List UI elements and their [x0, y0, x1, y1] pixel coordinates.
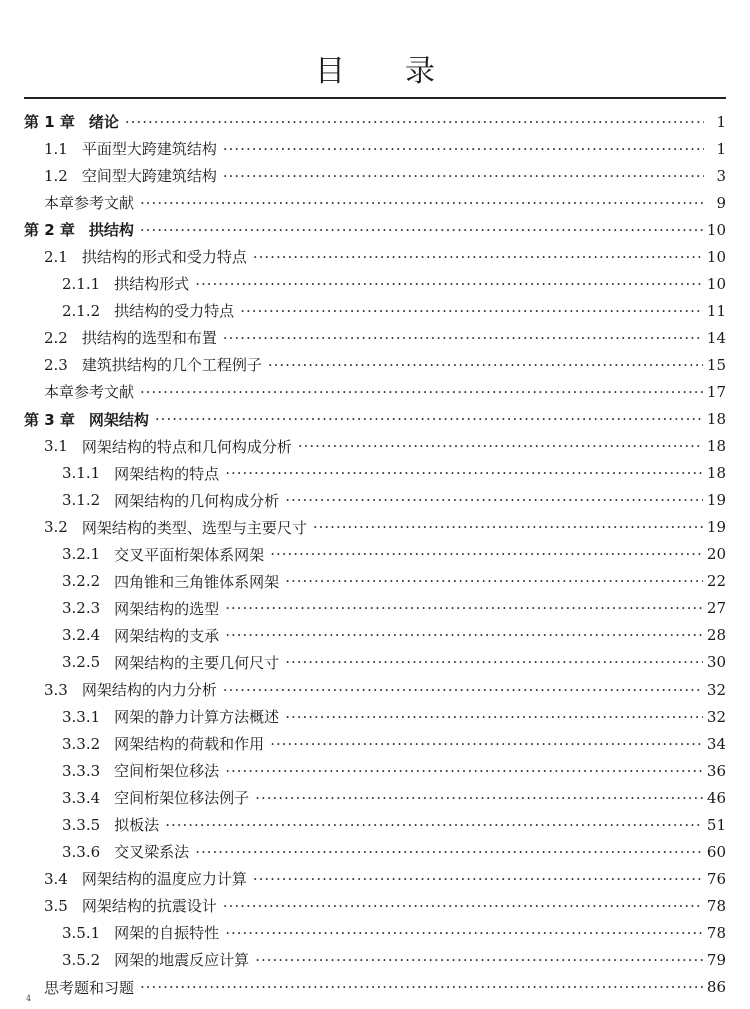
- toc-entry-number: 第 1 章: [24, 113, 75, 132]
- toc-entry-number: 3.2: [44, 518, 68, 537]
- toc-entry[interactable]: [24, 595, 726, 622]
- toc-leader-dots: [165, 816, 703, 834]
- toc-entry[interactable]: [24, 406, 726, 433]
- toc-entry-page: 14: [706, 328, 726, 347]
- toc-entry-title: 空间桁架位移法: [114, 762, 220, 781]
- toc-leader-dots: [268, 356, 703, 374]
- toc-entry[interactable]: [24, 487, 726, 514]
- toc-entry-number: 3.2.1: [62, 545, 101, 564]
- toc-entry-number: 1.1: [44, 139, 68, 158]
- toc-entry[interactable]: [24, 622, 726, 649]
- toc-entry-number: 3.3.3: [62, 761, 101, 780]
- toc-entry-page: 79: [706, 950, 726, 969]
- toc-leader-dots: [285, 653, 703, 671]
- toc-entry[interactable]: [24, 892, 726, 919]
- toc-entry-title: 网架结构的类型、选型与主要尺寸: [81, 518, 307, 537]
- toc-entry[interactable]: [24, 297, 726, 324]
- toc-entry-page: 1: [716, 139, 726, 158]
- toc-entry-page: 18: [706, 464, 726, 483]
- toc-entry-number: 3.1.2: [62, 491, 101, 510]
- toc-leader-dots: [253, 870, 703, 888]
- toc-leader-dots: [223, 167, 704, 185]
- toc-leader-dots: [240, 302, 703, 320]
- toc-entry[interactable]: [24, 649, 726, 676]
- toc-entry-title: 网架的静力计算方法概述: [114, 708, 280, 727]
- toc-leader-dots: [225, 924, 703, 942]
- toc-leader-dots: [225, 762, 703, 780]
- toc-entry-page: 11: [706, 301, 726, 320]
- toc-entry-number: 第 3 章: [24, 410, 75, 429]
- toc-leader-dots: [225, 599, 703, 617]
- title-divider: [24, 97, 726, 99]
- toc-entry-page: 22: [706, 572, 726, 591]
- toc-entry[interactable]: [24, 946, 726, 973]
- toc-entry-page: 18: [706, 437, 726, 456]
- toc-entry[interactable]: [24, 811, 726, 838]
- toc-entry-title: 网架结构的支承: [114, 626, 220, 645]
- toc-entry-number: 第 2 章: [24, 221, 75, 240]
- toc-entry-page: 3: [716, 166, 726, 185]
- toc-entry-title: 网架结构的几何构成分析: [114, 491, 280, 510]
- toc-entry-page: 78: [706, 923, 726, 942]
- toc-leader-dots: [195, 275, 703, 293]
- toc-entry-page: 30: [706, 653, 726, 672]
- toc-entry[interactable]: [24, 974, 726, 1001]
- toc-entry-title: 拱结构的形式和受力特点: [81, 248, 247, 267]
- toc-entry-title: 网架的自振特性: [114, 924, 220, 943]
- toc-entry-number: 3.3.6: [62, 842, 101, 861]
- toc-entry-title: 拱结构的选型和布置: [81, 329, 217, 348]
- toc-entry-number: 3.1.1: [62, 464, 101, 483]
- toc-entry-number: 3.5: [44, 896, 68, 915]
- toc-entry-title: 本章参考文献: [44, 194, 135, 213]
- toc-entry-title: 拱结构的受力特点: [114, 302, 235, 321]
- toc-entry-page: 76: [706, 869, 726, 888]
- toc-entry[interactable]: [24, 135, 726, 162]
- toc-entry-title: 建筑拱结构的几个工程例子: [81, 356, 262, 375]
- toc-entry-number: 2.2: [44, 328, 68, 347]
- toc-leader-dots: [223, 329, 703, 347]
- toc-entry[interactable]: [24, 270, 726, 297]
- toc-leader-dots: [225, 464, 703, 482]
- toc-leader-dots: [225, 626, 703, 644]
- toc-entry[interactable]: [24, 784, 726, 811]
- toc-entry-number: 1.2: [44, 166, 68, 185]
- toc-entry-title: 拱结构形式: [114, 275, 190, 294]
- toc-entry[interactable]: [24, 351, 726, 378]
- toc-leader-dots: [285, 708, 703, 726]
- toc-entry[interactable]: [24, 162, 726, 189]
- toc-entry-page: 10: [706, 247, 726, 266]
- toc-entry[interactable]: [24, 189, 726, 216]
- toc-entry[interactable]: [24, 757, 726, 784]
- toc-entry[interactable]: [24, 919, 726, 946]
- toc-entry[interactable]: [24, 108, 726, 135]
- toc-entry-title: 网架的地震反应计算: [114, 951, 250, 970]
- toc-entry-title: 四角锥和三角锥体系网架: [114, 572, 280, 591]
- toc-leader-dots: [155, 410, 703, 428]
- toc-entry-title: 拱结构: [88, 221, 134, 240]
- toc-entry-title: 网架结构的温度应力计算: [81, 870, 247, 889]
- toc-leader-dots: [195, 843, 703, 861]
- toc-entry-title: 平面型大跨建筑结构: [81, 140, 217, 159]
- toc-leader-dots: [140, 978, 703, 996]
- toc-leader-dots: [298, 437, 703, 455]
- toc-leader-dots: [140, 221, 703, 239]
- toc-entry-page: 15: [706, 355, 726, 374]
- toc-entry-number: 3.3.2: [62, 734, 101, 753]
- toc-leader-dots: [140, 194, 704, 212]
- toc-entry-page: 51: [706, 815, 726, 834]
- toc-entry-number: 2.1.2: [62, 301, 101, 320]
- toc-entry-page: 1: [716, 112, 726, 131]
- toc-leader-dots: [223, 681, 703, 699]
- toc-entry-number: 2.1.1: [62, 274, 101, 293]
- toc-entry-number: 3.2.4: [62, 626, 101, 645]
- toc-leader-dots: [223, 140, 704, 158]
- toc-leader-dots: [125, 113, 704, 131]
- toc-entry-page: 32: [706, 680, 726, 699]
- toc-entry-number: 3.2.2: [62, 572, 101, 591]
- toc-leader-dots: [270, 735, 703, 753]
- toc-entry[interactable]: [24, 676, 726, 703]
- toc-entry-page: 9: [716, 193, 726, 212]
- toc-leader-dots: [255, 789, 703, 807]
- toc-entry[interactable]: [24, 460, 726, 487]
- toc-entry-number: 3.4: [44, 869, 68, 888]
- toc-entry[interactable]: [24, 324, 726, 351]
- toc-entry-number: 3.3: [44, 680, 68, 699]
- toc-entry-page: 18: [706, 410, 726, 429]
- toc-entry-number: 3.3.1: [62, 707, 101, 726]
- toc-entry[interactable]: [24, 568, 726, 595]
- toc-entry[interactable]: [24, 216, 726, 243]
- toc-leader-dots: [313, 518, 703, 536]
- toc-entry-title: 网架结构的内力分析: [81, 681, 217, 699]
- toc-entry-page: 36: [706, 761, 726, 780]
- toc-leader-dots: [140, 383, 703, 401]
- toc-entry-page: 27: [706, 599, 726, 618]
- toc-entry-page: 46: [706, 788, 726, 807]
- toc-entry-title: 本章参考文献: [44, 383, 135, 402]
- toc-entry[interactable]: [24, 865, 726, 892]
- page-marker: 4: [26, 994, 32, 1003]
- toc-entry-page: 10: [706, 274, 726, 293]
- toc-entry-page: 20: [706, 545, 726, 564]
- toc-entry-title: 绪论: [88, 113, 119, 132]
- toc-entry-number: 3.3.5: [62, 815, 101, 834]
- toc-entry-number: 3.1: [44, 437, 68, 456]
- toc-leader-dots: [285, 491, 703, 509]
- toc-entry-page: 28: [706, 626, 726, 645]
- toc-entry[interactable]: [24, 703, 726, 730]
- toc-entry[interactable]: [24, 378, 726, 405]
- toc-entry-title: 思考题和习题: [44, 978, 135, 997]
- toc-entry-number: 3.3.4: [62, 788, 101, 807]
- toc-entry-page: 19: [706, 491, 726, 510]
- toc-entry-page: 19: [706, 518, 726, 537]
- toc-entry-page: 34: [706, 734, 726, 753]
- toc-entry-title: 网架结构的特点: [114, 464, 220, 483]
- toc-entry-page: 86: [706, 978, 726, 997]
- toc-leader-dots: [223, 897, 703, 915]
- toc-leader-dots: [255, 951, 703, 969]
- toc-entry-title: 网架结构的荷载和作用: [114, 735, 265, 754]
- toc-entry-page: 17: [706, 382, 726, 401]
- toc-entry-page: 32: [706, 707, 726, 726]
- toc-entry-title: 交叉平面桁架体系网架: [114, 545, 265, 564]
- toc-entry-page: 10: [706, 220, 726, 239]
- toc-entry-number: 3.5.1: [62, 923, 101, 942]
- table-of-contents: [24, 108, 726, 1001]
- toc-entry-title: 空间型大跨建筑结构: [81, 167, 217, 186]
- toc-entry-number: 3.2.5: [62, 653, 101, 672]
- toc-entry-title: 网架结构的主要几何尺寸: [114, 653, 280, 672]
- toc-entry[interactable]: [24, 730, 726, 757]
- page-title: 目录: [315, 54, 495, 90]
- toc-leader-dots: [285, 572, 703, 590]
- toc-entry-title: 拟板法: [114, 816, 160, 835]
- toc-entry-number: 3.2.3: [62, 599, 101, 618]
- toc-entry[interactable]: [24, 541, 726, 568]
- toc-entry-page: 60: [706, 842, 726, 861]
- toc-entry-page: 78: [706, 896, 726, 915]
- toc-entry-title: 网架结构的抗震设计: [81, 897, 217, 916]
- toc-entry-number: 2.1: [44, 247, 68, 266]
- toc-leader-dots: [253, 248, 703, 266]
- toc-entry[interactable]: [24, 514, 726, 541]
- toc-entry-title: 空间桁架位移法例子: [114, 789, 250, 808]
- toc-entry-number: 3.5.2: [62, 950, 101, 969]
- toc-entry-title: 网架结构的选型: [114, 599, 220, 618]
- toc-entry-title: 交叉梁系法: [114, 843, 190, 862]
- toc-entry[interactable]: [24, 433, 726, 460]
- toc-entry[interactable]: [24, 838, 726, 865]
- toc-entry-title: 网架结构的特点和几何构成分析: [81, 437, 292, 456]
- toc-leader-dots: [270, 545, 703, 563]
- toc-entry-number: 2.3: [44, 355, 68, 374]
- toc-entry[interactable]: [24, 243, 726, 270]
- toc-entry-title: 网架结构: [88, 410, 149, 429]
